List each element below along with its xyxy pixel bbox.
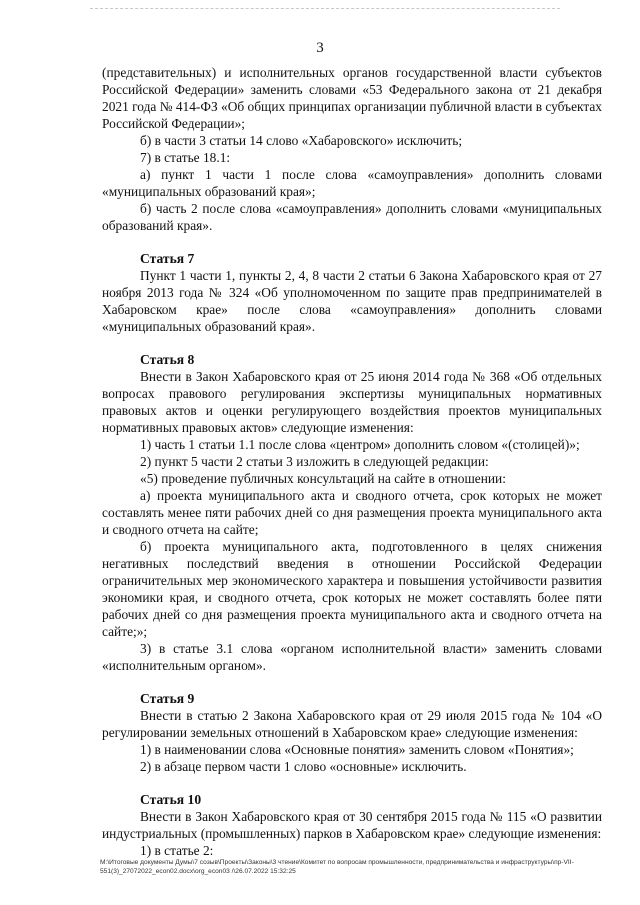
file-path-footer — [100, 858, 620, 876]
page-number: 3 — [316, 40, 324, 56]
paragraph: «5) проведение публичных консультаций на сайте в отношении: — [140, 471, 506, 486]
paragraph: 1) часть 1 статьи 1.1 после слова «центром» дополнить словом «(столицей)»; — [140, 437, 580, 452]
paragraph: б) проекта муниципального акта, подготовленного в целях снижения негативных последствий введения в отношении Российской Федерации ограничительных мер экономического характера и повышения устойчивости развития экономики края, и сводного отчета, срок которых не может составлять более пяти рабочих дней со дня размещения проекта муниципального акта и сводного отчета на сайте;»; — [102, 539, 602, 639]
spacer — [102, 335, 602, 351]
document-body — [102, 64, 602, 859]
paragraph: 3) в статье 3.1 слова «органом исполнительной власти» заменить словами «исполнительным органом». — [102, 641, 602, 673]
article-8-heading: Статья 8 — [140, 352, 195, 367]
paragraph: а) пункт 1 части 1 после слова «самоуправления» дополнить словами «муниципальных образований края»; — [102, 167, 602, 199]
paragraph: 1) в статье 2: — [140, 843, 214, 858]
article-10-heading: Статья 10 — [140, 792, 202, 807]
paragraph: б) в части 3 статьи 14 слово «Хабаровского» исключить; — [140, 133, 463, 148]
paragraph: Пункт 1 части 1, пункты 2, 4, 8 части 2 статьи 6 Закона Хабаровского края от 27 ноября 2013 года № 324 «Об уполномоченном по защите прав предпринимателей в Хабаровском крае» после слова «самоуправления» дополнить словами «муниципальных образований края». — [102, 268, 602, 334]
footer-line: 551(3)_27072022_econ02.docx\org_econ03 /\26.07.2022 15:32:25 — [100, 868, 296, 875]
paragraph: 2) пункт 5 части 2 статьи 3 изложить в следующей редакции: — [140, 454, 489, 469]
paragraph: Внести в Закон Хабаровского края от 25 июня 2014 года № 368 «Об отдельных вопросах правового регулирования экспертизы муниципальных нормативных правовых актов и оценки регулирующего воздействия проектов муниципальных нормативных правовых актов» следующие изменения: — [102, 369, 602, 435]
spacer — [102, 775, 602, 791]
article-9-heading: Статья 9 — [140, 691, 195, 706]
paragraph: Внести в статью 2 Закона Хабаровского края от 29 июля 2015 года № 104 «О регулировании земельных отношений в Хабаровском крае» следующие изменения: — [102, 708, 602, 740]
article-7-heading: Статья 7 — [140, 251, 195, 266]
spacer — [102, 234, 602, 250]
scan-artifact-line — [90, 8, 560, 9]
paragraph: (представительных) и исполнительных органов государственной власти субъектов Российской Федерации» заменить словами «53 Федерального закона от 21 декабря 2021 года № 414-ФЗ «Об общих принципах организации публичной власти в субъектах Российской Федерации»; — [102, 65, 602, 131]
spacer — [102, 674, 602, 690]
paragraph: а) проекта муниципального акта и сводного отчета, срок которых не может составлять менее пяти рабочих дней со дня размещения проекта муниципального акта и сводного отчета на сайте; — [102, 488, 602, 537]
paragraph: Внести в Закон Хабаровского края от 30 сентября 2015 года № 115 «О развитии индустриальных (промышленных) парков в Хабаровском крае» следующие изменения: — [102, 809, 602, 841]
paragraph: 2) в абзаце первом части 1 слово «основные» исключить. — [140, 759, 467, 774]
footer-line: M:\Итоговые документы Думы\7 созыв\Проекты\Законы\3 чтение\Комитет по вопросам промышленности, предпринимательства и инфраструктуры\пр-VII- — [100, 859, 574, 866]
paragraph: 7) в статье 18.1: — [140, 150, 231, 165]
paragraph: б) часть 2 после слова «самоуправления» дополнить словами «муниципальных образований края». — [102, 201, 602, 233]
paragraph: 1) в наименовании слова «Основные понятия» заменить словом «Понятия»; — [140, 742, 574, 757]
